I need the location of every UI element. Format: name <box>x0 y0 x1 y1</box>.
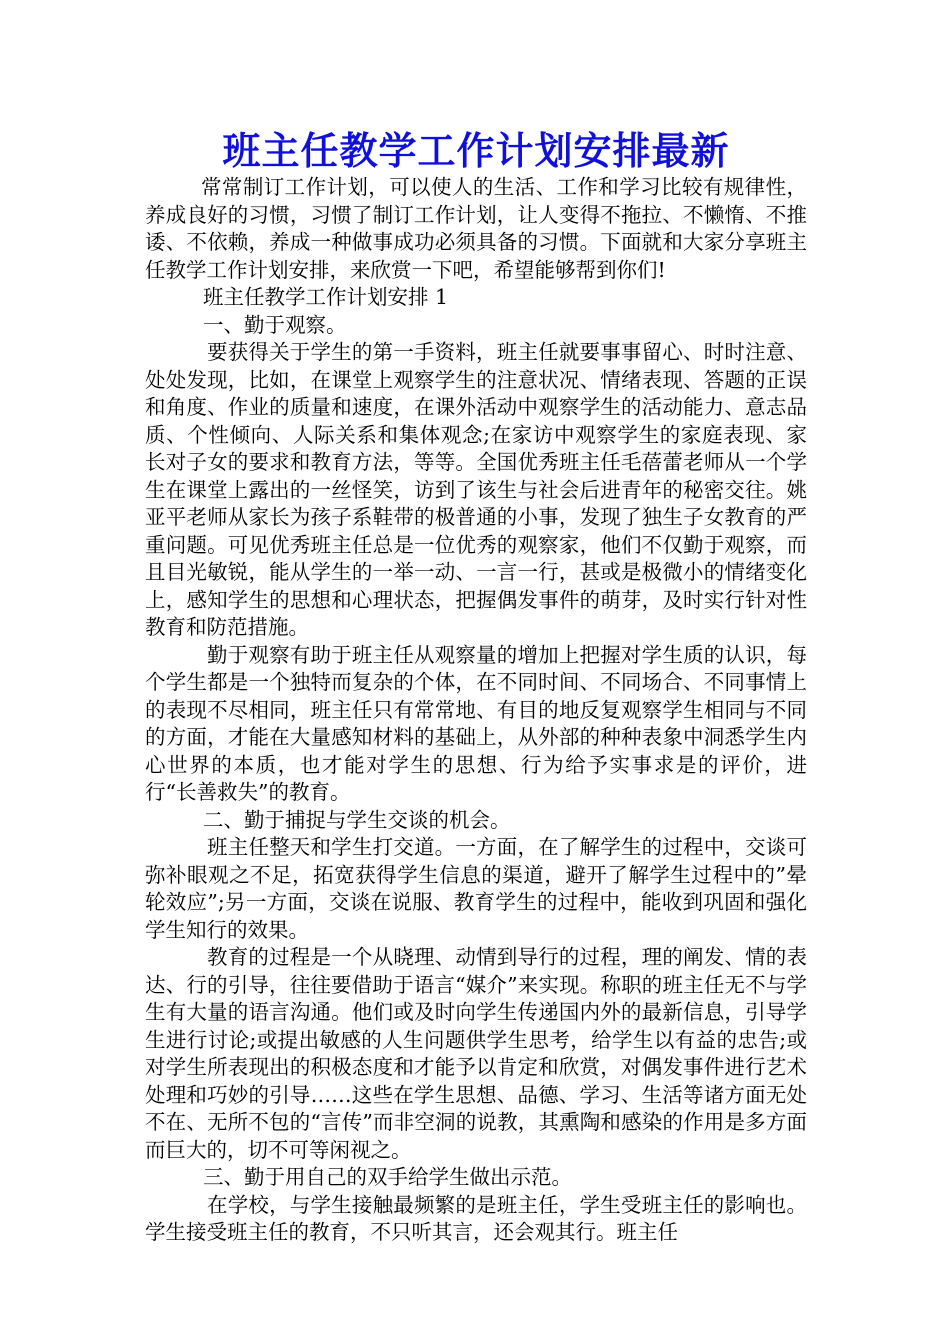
paragraph-conversation-2: 教育的过程是一个从晓理、动情到导行的过程，理的阐发、情的表达、行的引导，往往要借助于语言“媒介”来实现。称职的班主任无不与学生有大量的语言沟通。他们或及时向学生传递国内外的最新信息，引导学生进行讨论;或提出敏感的人生问题供学生思考，给学生以有益的忠告;或对学生所表现出的积极态度和才能予以肯定和欣赏，对偶发事件进行艺术处理和巧妙的引导……这些在学生思想、品德、学习、生活等诸方面无处不在、无所不包的“言传”而非空洞的说教，其熏陶和感染的作用是多方面而巨大的，切不可等闲视之。 <box>145 945 807 1162</box>
paragraph-observe-1: 要获得关于学生的第一手资料，班主任就要事事留心、时时注意、处处发现，比如，在课堂上观察学生的注意状况、情绪表现、答题的正误和角度、作业的质量和速度，在课外活动中观察学生的活动能力、意志品质、个性倾向、人际关系和集体观念;在家访中观察学生的家庭表现、家长对子女的要求和教育方法，等等。全国优秀班主任毛蓓蕾老师从一个学生在课堂上露出的一丝怪笑，访到了该生与社会后进青年的秘密交往。姚亚平老师从家长为孩子系鞋带的极普通的小事，发现了独生子女教育的严重问题。可见优秀班主任总是一位优秀的观察家，他们不仅勤于观察，而且目光敏锐，能从学生的一举一动、一言一行，甚或是极微小的情绪变化上，感知学生的思想和心理状态，把握偶发事件的萌芽，及时实行针对性教育和防范措施。 <box>145 340 807 639</box>
section-title: 班主任教学工作计划安排 1 <box>203 285 449 309</box>
heading-observe: 一、勤于观察。 <box>203 312 347 337</box>
paragraph-example: 在学校，与学生接触最频繁的是班主任，学生受班主任的影响也。学生接受班主任的教育，不只听其言，还会观其行。班主任 <box>145 1192 807 1244</box>
paragraph-observe-2: 勤于观察有助于班主任从观察量的增加上把握对学生质的认识，每个学生都是一个独特而复杂的个体，在不同时间、不同场合、不同事情上的表现不尽相同，班主任只有常常地、有目的地反复观察学生相同与不同的方面，才能在大量感知材料的基础上，从外部的种种表象中洞悉学生内心世界的本质，也才能对学生的思想、行为给予实事求是的评价，进行“长善救失”的教育。 <box>145 642 807 804</box>
document-page <box>145 128 807 1247</box>
heading-example: 三、勤于用自己的双手给学生做出示范。 <box>203 1165 572 1189</box>
intro-paragraph: 常常制订工作计划，可以使人的生活、工作和学习比较有规律性，养成良好的习惯，习惯了制订工作计划，让人变得不拖拉、不懒惰、不推诿、不依赖，养成一种做事成功必须具备的习惯。下面就和大家分享班主任教学工作计划安排，来欣赏一下吧，希望能够帮到你们! <box>145 175 807 282</box>
paragraph-conversation-1: 班主任整天和学生打交道。一方面，在了解学生的过程中，交谈可弥补眼观之不足，拓宽获得学生信息的渠道，避开了解学生过程中的”晕轮效应”;另一方面，交谈在说服、教育学生的过程中，能收到巩固和强化学生知行的效果。 <box>145 835 807 942</box>
heading-conversation: 二、勤于捕捉与学生交谈的机会。 <box>203 807 511 832</box>
document-title: 班主任教学工作计划安排最新 <box>222 129 730 173</box>
